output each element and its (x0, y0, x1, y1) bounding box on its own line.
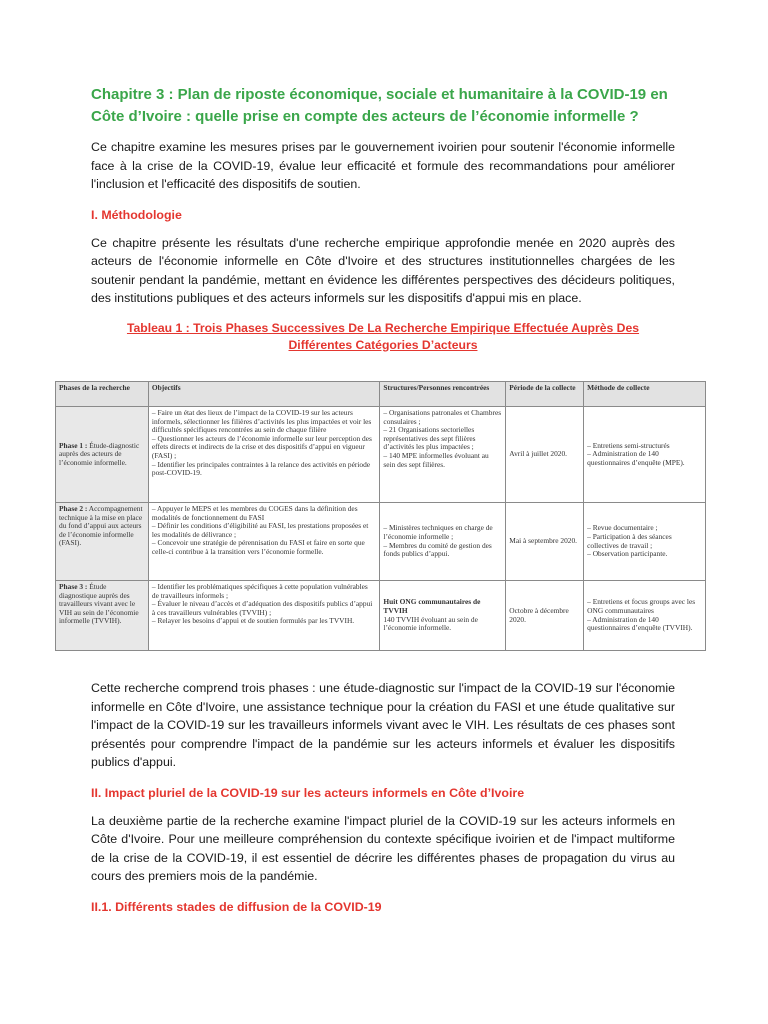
phase-description: Accompagnement technique à la mise en place du fond d’appui aux acteurs de l’économie informelle (FASI). (59, 504, 143, 548)
document-bottom (91, 679, 675, 926)
table-header-row (56, 382, 706, 407)
header-phase: Phases de la recherche (56, 382, 149, 407)
research-phases-table (55, 381, 706, 651)
objectif-item: – Définir les conditions d’éligibilité au FASI, les prestations proposées et les modalités de délivrance ; (151, 521, 369, 539)
methode-cell (584, 581, 706, 651)
objectif-item: – Concevoir une stratégie de pérennisation du FASI et faire en sorte que celle-ci contribue à la transition vers l’économie formelle. (151, 538, 365, 556)
objectif-item: – Relayer les besoins d’appui et de soutien formulés par les TVVIH. (151, 616, 355, 626)
phase-cell (56, 581, 149, 651)
objectif-item: – Évaluer le niveau d’accès et d’adéquation des dispositifs publics d’appui à ces travailleurs vulnérables (TVVIH) ; (151, 599, 373, 617)
objectif-item: – Identifier les problématiques spécifiques à cette population vulnérables de travailleurs informels ; (151, 582, 368, 600)
structure-item: – 140 MPE informelles évoluant au sein des sept filières. (383, 450, 489, 469)
document-top (91, 84, 675, 368)
header-periode: Période de la collecte (506, 382, 584, 407)
objectif-item: – Appuyer le MEPS et les membres du COGES dans la définition des modalités de fonctionnement du FASI (151, 504, 358, 522)
header-methode: Méthode de collecte (584, 382, 706, 407)
structures-cell (380, 503, 506, 581)
structure-item: – Ministères techniques en charge de l’économie informelle ; (383, 523, 493, 541)
periode-cell: Avril à juillet 2020. (506, 407, 584, 503)
section-heading-impact: II. Impact pluriel de la COVID-19 sur les acteurs informels en Côte d’Ivoire (91, 785, 525, 800)
objectif-item: – Faire un état des lieux de l’impact de la COVID-19 sur les acteurs informels, sélectionner les filières d’activités les plus impactées et voir les difficultés spécifiques rencontrées au sein de chaque filière (151, 408, 372, 435)
after-table-paragraph: Cette recherche comprend trois phases : une étude-diagnostic sur l'impact de la COVID-19 sur l'économie informelle en Côte d'Ivoire, une assistance technique pour la création du FASI et une étude qualitative sur l'impact de la COVID-19 sur les travailleurs informels vivant avec le VIH. Les résultats de ces phases sont présentés pour comprendre l'impact de la pandémie sur les acteurs informels et évaluer les dispositifs publics d'appui. (91, 681, 675, 769)
methode-item: – Revue documentaire ; (587, 523, 658, 533)
methode-item: – Participation à des séances collectives de travail ; (587, 531, 672, 550)
methode-item: – Entretiens et focus groups avec les ONG communautaires (587, 597, 696, 615)
objectifs-cell (148, 581, 380, 651)
methodologie-paragraph: Ce chapitre présente les résultats d'une recherche empirique approfondie menée en 2020 auprès des acteurs de l'économie informelle en Côte d'Ivoire et des structures institutionnelles chargées de les soutenir pendant la pandémie, mettant en évidence les différentes perspectives des décideurs politiques, des institutions publiques et des acteurs informels sur les dispositifs d'appui mis en place. (91, 235, 675, 305)
periode-cell: Octobre à décembre 2020. (506, 581, 584, 651)
table-caption: Tableau 1 : Trois Phases Successives De La Recherche Empirique Effectuée Auprès Des Différentes Catégories D’acteurs (126, 320, 640, 352)
methode-item: – Observation participante. (587, 549, 668, 559)
periode-cell: Mai à septembre 2020. (506, 503, 584, 581)
phase-label: Phase 2 : (59, 504, 88, 513)
structures-cell (380, 581, 506, 651)
phase-label: Phase 1 : (59, 440, 88, 450)
structure-item: – 21 Organisations sectorielles représentatives des sept filières d’activités les plus impactées ; (383, 425, 476, 452)
phase-description: Étude-diagnostic auprès des acteurs de l’économie informelle. (59, 440, 140, 467)
structures-cell (380, 407, 506, 503)
phase-description: Étude diagnostique auprès des travailleurs vivant avec le VIH au sein de l’économie informelle (TVVIH). (59, 582, 139, 626)
phase-cell (56, 503, 149, 581)
objectifs-cell (148, 407, 380, 503)
table-row (56, 581, 706, 651)
objectif-item: – Identifier les principales contraintes à la relance des activités en période post-COVID-19. (151, 459, 371, 478)
header-objectifs: Objectifs (148, 382, 380, 407)
objectif-item: – Questionner les acteurs de l’économie informelle sur leur perception des effets directs et indirects de la crise et des dispositifs d’appui en vigueur (FASI) ; (151, 433, 372, 460)
phase-cell (56, 407, 149, 503)
structure-item: – Organisations patronales et Chambres consulaires ; (383, 408, 502, 426)
chapter-title: Chapitre 3 : Plan de riposte économique, sociale et humanitaire à la COVID-19 en Côte d’Ivoire : quelle prise en compte des acteurs de l’économie informelle ? (91, 86, 668, 125)
table-row (56, 503, 706, 581)
methode-item: – Entretiens semi-structurés (587, 440, 670, 450)
methode-cell (584, 503, 706, 581)
phase-label: Phase 3 : (59, 582, 88, 591)
table-row (56, 407, 706, 503)
structure-item: – Membres du comité de gestion des fonds publics d’appui. (383, 540, 492, 559)
methode-item: – Administration de 140 questionnaires d’enquête (TVVIH). (587, 614, 693, 633)
methode-cell (584, 407, 706, 503)
methode-item: – Administration de 140 questionnaires d’enquête (MPE). (587, 449, 685, 467)
section-heading-methodologie: I. Méthodologie (91, 207, 182, 222)
subsection-heading: II.1. Différents stades de diffusion de la COVID-19 (91, 899, 382, 914)
structure-item: Huit ONG communautaires de TVVIH (383, 597, 481, 615)
structure-item: 140 TVVIH évoluant au sein de l’économie informelle. (383, 614, 478, 633)
impact-paragraph: La deuxième partie de la recherche examine l'impact pluriel de la COVID-19 sur les acteurs informels en Côte d'Ivoire. Pour une meilleure compréhension du contexte spécifique ivoirien et de l'impact multiforme de la crise de la COVID-19, il est essentiel de décrire les différentes phases de propagation du virus au cours des premiers mois de la pandémie. (91, 813, 675, 883)
header-structures: Structures/Personnes rencontrées (380, 382, 506, 407)
intro-paragraph: Ce chapitre examine les mesures prises par le gouvernement ivoirien pour soutenir l'économie informelle face à la crise de la COVID-19, évalue leur efficacité et formule des recommandations pour améliorer l'inclusion et l'efficacité des dispositifs de soutien. (91, 140, 675, 191)
objectifs-cell (148, 503, 380, 581)
